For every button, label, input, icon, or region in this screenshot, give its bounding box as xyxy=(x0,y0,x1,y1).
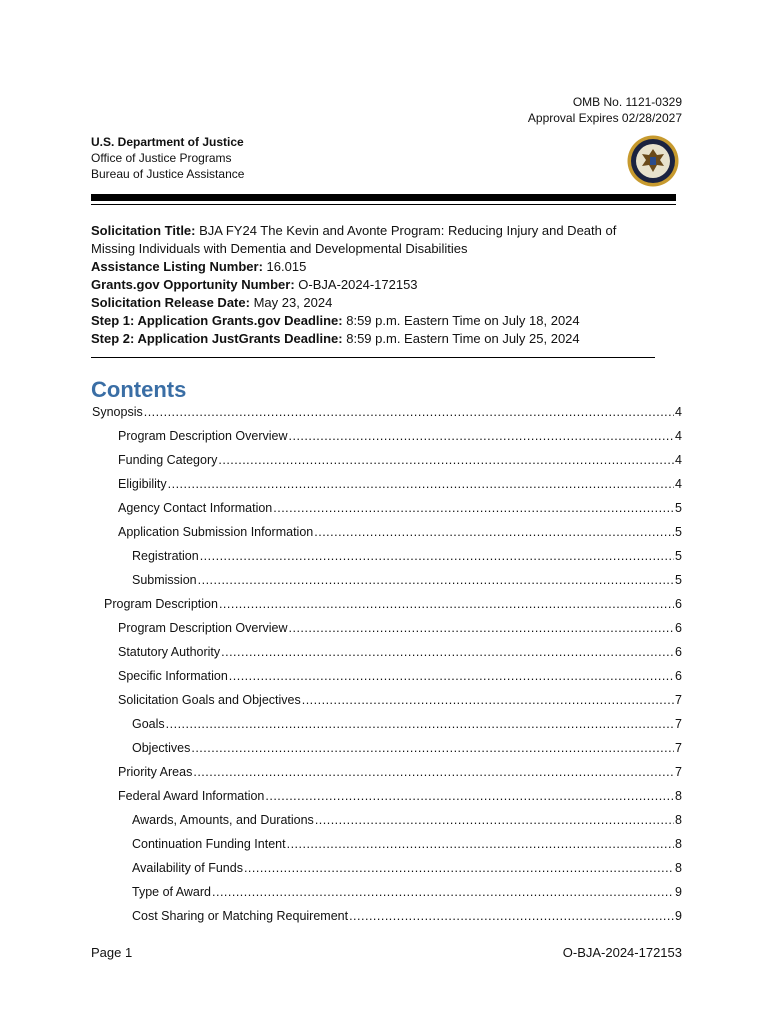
toc-entry[interactable]: Eligibility ..... 4 xyxy=(118,476,682,492)
toc-entry[interactable]: Synopsis ..... 4 xyxy=(92,404,682,420)
header-rule-thin xyxy=(91,204,676,205)
toc-entry[interactable]: Solicitation Goals and Objectives ..... 7 xyxy=(118,692,682,708)
toc-entry[interactable]: Agency Contact Information ..... 5 xyxy=(118,500,682,516)
header-rule-thick xyxy=(91,194,676,201)
footer-doc-number: O-BJA-2024-172153 xyxy=(562,945,682,960)
step2-deadline: Step 2: Application JustGrants Deadline: 8:59 p.m. Eastern Time on July 25, 2024 xyxy=(91,331,580,346)
toc-entry[interactable]: Program Description Overview ..... 6 xyxy=(118,620,682,636)
opportunity-number: Grants.gov Opportunity Number: O-BJA-2024-172153 xyxy=(91,277,418,292)
toc-entry[interactable]: Submission ..... 5 xyxy=(132,572,682,588)
toc-entry[interactable]: Availability of Funds ..... 8 xyxy=(132,860,682,876)
solicitation-title-cont: Missing Individuals with Dementia and Developmental Disabilities xyxy=(91,241,468,256)
omb-number: OMB No. 1121-0329 xyxy=(572,95,682,109)
contents-heading: Contents xyxy=(91,377,187,402)
omb-info xyxy=(528,94,682,126)
toc-entry[interactable]: Registration ..... 5 xyxy=(132,548,682,564)
toc-entry[interactable]: Program Description Overview ..... 4 xyxy=(118,428,682,444)
toc-entry[interactable]: Objectives ..... 7 xyxy=(132,740,682,756)
toc-entry[interactable]: Priority Areas ..... 7 xyxy=(118,764,682,780)
agency-block xyxy=(91,134,244,182)
step1-deadline: Step 1: Application Grants.gov Deadline: 8:59 p.m. Eastern Time on July 18, 2024 xyxy=(91,313,580,328)
solicitation-block xyxy=(91,222,676,348)
toc-entry[interactable]: Application Submission Information ..... 5 xyxy=(118,524,682,540)
toc-entry[interactable]: Cost Sharing or Matching Requirement ..... 9 xyxy=(132,908,682,924)
bureau-name: Bureau of Justice Assistance xyxy=(91,167,245,181)
office-name: Office of Justice Programs xyxy=(91,151,232,165)
release-date: Solicitation Release Date: May 23, 2024 xyxy=(91,295,333,310)
toc-entry[interactable]: Continuation Funding Intent ..... 8 xyxy=(132,836,682,852)
toc-entry[interactable]: Awards, Amounts, and Durations ..... 8 xyxy=(132,812,682,828)
department-name: U.S. Department of Justice xyxy=(91,135,244,149)
toc-entry[interactable]: Program Description ..... 6 xyxy=(104,596,682,612)
assistance-listing: Assistance Listing Number: 16.015 xyxy=(91,259,307,274)
toc-entry[interactable]: Type of Award ..... 9 xyxy=(132,884,682,900)
doj-seal-icon xyxy=(627,135,679,187)
approval-expires: Approval Expires 02/28/2027 xyxy=(527,111,682,125)
page-number: Page 1 xyxy=(91,945,133,960)
toc-entry[interactable]: Goals ..... 7 xyxy=(132,716,682,732)
solicitation-title: Solicitation Title: BJA FY24 The Kevin and Avonte Program: Reducing Injury and Death of xyxy=(91,223,617,238)
toc-entry[interactable]: Federal Award Information ..... 8 xyxy=(118,788,682,804)
solicitation-rule xyxy=(91,357,655,358)
toc-entry[interactable]: Funding Category ..... 4 xyxy=(118,452,682,468)
toc-entry[interactable]: Specific Information ..... 6 xyxy=(118,668,682,684)
toc-entry[interactable]: Statutory Authority ..... 6 xyxy=(118,644,682,660)
